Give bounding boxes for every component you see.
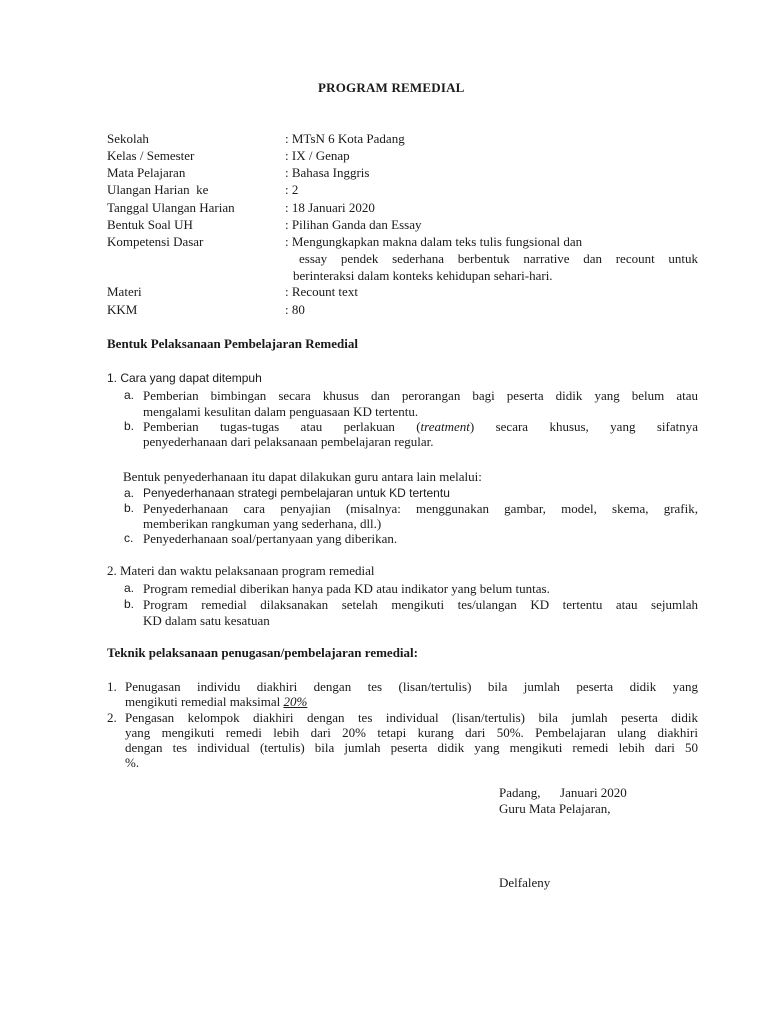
simplify-intro: Bentuk penyederhanaan itu dapat dilakukan guru antara lain melalui:: [123, 469, 482, 484]
signature-place-date: Padang, Januari 2020: [499, 785, 627, 800]
info-label-materi: Materi: [107, 284, 142, 299]
tech1-line2-pre: mengikuti remedial maksimal: [125, 694, 284, 709]
info-value-kd-cont1: essay pendek sederhana berbentuk narrative dan recount untuk: [299, 251, 698, 266]
item1a-line1: Pemberian bimbingan secara khusus dan perorangan bagi peserta didik yang belum atau: [143, 388, 698, 403]
section-heading-teknik: Teknik pelaksanaan penugasan/pembelajaran remedial:: [107, 645, 418, 660]
simplify-a-marker: a.: [124, 486, 135, 500]
info-label-tanggal: Tanggal Ulangan Harian: [107, 200, 235, 215]
info-label-kelas: Kelas / Semester: [107, 148, 195, 163]
tech2-line4: %.: [125, 755, 140, 770]
item1-title: 1. Cara yang dapat ditempuh: [107, 371, 262, 385]
info-value-tanggal: : 18 Januari 2020: [285, 200, 375, 215]
info-value-kelas: : IX / Genap: [285, 148, 350, 163]
item1a-marker: a.: [124, 388, 135, 402]
item1b-line1-italic: treatment: [420, 419, 470, 434]
simplify-b-line1: Penyederhanaan cara penyajian (misalnya: menggunakan gambar, model, skema, grafik,: [143, 501, 698, 516]
item2a: Program remedial diberikan hanya pada KD atau indikator yang belum tuntas.: [143, 581, 550, 596]
item1a-line2: mengalami kesulitan dalam penguasaan KD tertentu.: [143, 404, 419, 419]
item2a-marker: a.: [124, 581, 135, 595]
tech2-marker: 2.: [107, 710, 117, 725]
info-value-kd-cont2: berinteraksi dalam konteks kehidupan sehari-hari.: [293, 268, 553, 283]
section-heading-remedial: Bentuk Pelaksanaan Pembelajaran Remedial: [107, 336, 358, 351]
simplify-c: Penyederhanaan soal/pertanyaan yang diberikan.: [143, 531, 398, 546]
info-value-kd: : Mengungkapkan makna dalam teks tulis fungsional dan: [285, 234, 583, 249]
signature-name: Delfaleny: [499, 875, 551, 890]
info-value-sekolah: : MTsN 6 Kota Padang: [285, 131, 405, 146]
signature-role: Guru Mata Pelajaran,: [499, 801, 611, 816]
info-label-kkm: KKM: [107, 302, 138, 317]
tech2-line1: Pengasan kelompok diakhiri dengan tes individual (lisan/tertulis) bila jumlah peserta didik: [125, 710, 698, 725]
item1b-line1-post: ) secara khusus, yang sifatnya: [469, 419, 698, 434]
tech1-marker: 1.: [107, 679, 117, 694]
info-label-ulangan: Ulangan Harian ke: [107, 182, 209, 197]
item1b-line1-pre: Pemberian tugas-tugas atau perlakuan (: [143, 419, 421, 434]
item2b-marker: b.: [124, 597, 135, 611]
simplify-b-marker: b.: [124, 501, 135, 515]
tech1-line1: Penugasan individu diakhiri dengan tes (lisan/tertulis) bila jumlah peserta didik yang: [125, 679, 698, 694]
item1b-line2: penyederhanaan dari pelaksanaan pembelajaran regular.: [143, 434, 434, 449]
simplify-a: Penyederhanaan strategi pembelajaran untuk KD tertentu: [143, 486, 450, 500]
info-value-bentuk-soal: : Pilihan Ganda dan Essay: [285, 217, 422, 232]
simplify-b-line2: memberikan rangkuman yang sederhana, dll.): [143, 516, 382, 531]
info-label-mapel: Mata Pelajaran: [107, 165, 186, 180]
item2-title: 2. Materi dan waktu pelaksanaan program remedial: [107, 563, 375, 578]
item2b-line2: KD dalam satu kesatuan: [143, 613, 270, 628]
info-value-mapel: : Bahasa Inggris: [285, 165, 370, 180]
info-label-bentuk-soal: Bentuk Soal UH: [107, 217, 193, 232]
item2b-line1: Program remedial dilaksanakan setelah mengikuti tes/ulangan KD tertentu atau sejumlah: [143, 597, 698, 612]
info-label-kd: Kompetensi Dasar: [107, 234, 204, 249]
tech2-line2: yang mengikuti remedi lebih dari 20% tetapi kurang dari 50%. Pembelajaran ulang diakhiri: [125, 725, 698, 740]
document-title: PROGRAM REMEDIAL: [318, 80, 465, 95]
info-value-ulangan: : 2: [285, 182, 299, 197]
info-value-materi: : Recount text: [285, 284, 358, 299]
simplify-c-marker: c.: [124, 531, 134, 545]
tech2-line3: dengan tes individual (tertulis) bila jumlah peserta didik yang mengikuti remedi lebih dari 50: [125, 740, 698, 755]
item1b-marker: b.: [124, 419, 135, 433]
tech1-line2-emph: 20%: [283, 694, 308, 709]
info-value-kkm: : 80: [285, 302, 305, 317]
info-label-sekolah: Sekolah: [107, 131, 149, 146]
tech1-line2: [125, 694, 307, 710]
